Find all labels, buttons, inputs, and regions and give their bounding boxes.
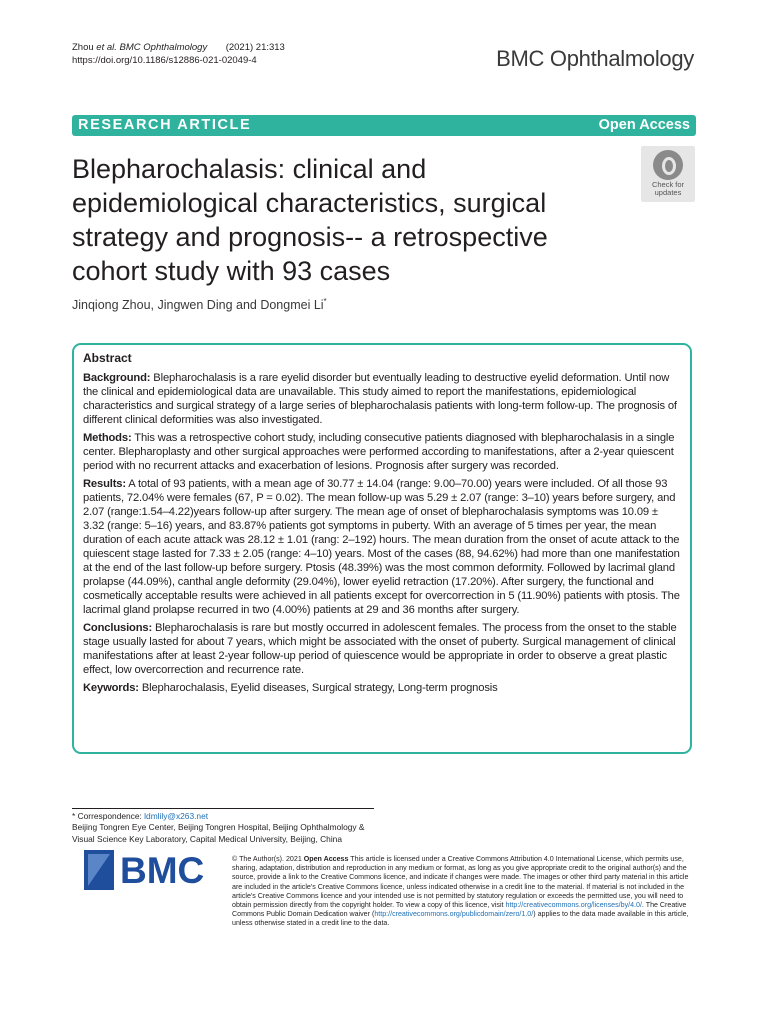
bmc-logo-text: BMC	[120, 850, 205, 890]
check-for-updates-badge[interactable]	[641, 146, 695, 202]
abstract-background: Background: Blepharochalasis is a rare eyelid disorder but eventually leading to destructive eyelid deformation. Until now the clinical and epidemiological data are unavailable. This study aimed to report the manifestations, epidemiological characteristics and surgical strategy of a large series of blepharochalasis patients with long-term follow-up. The prognosis of different clinical deformities was also investigated.	[83, 372, 677, 426]
abstract-box	[72, 343, 692, 754]
article-title: Blepharochalasis: clinical and epidemiological characteristics, surgical strategy and prognosis-- a retrospective cohort study with 93 cases	[72, 154, 548, 286]
check-for-updates-icon	[653, 150, 683, 180]
bmc-logo	[84, 850, 216, 890]
author-list	[72, 297, 327, 312]
license-open-access: Open Access	[303, 855, 349, 863]
open-access-label: Open Access	[598, 117, 690, 133]
license-link-by[interactable]: http://creativecommons.org/licenses/by/4.0/	[505, 901, 642, 910]
footnote-divider	[72, 808, 374, 809]
author-names: Jinqiong Zhou, Jingwen Ding and Dongmei Li	[72, 298, 324, 313]
article-banner	[72, 115, 696, 136]
correspondence-affiliation: Beijing Tongren Eye Center, Beijing Tongren Hospital, Beijing Ophthalmology & Visual Science Key Laboratory, Capital Medical University, Beijing, China	[72, 822, 365, 844]
abstract-heading: Abstract	[83, 351, 132, 365]
check-for-updates-label: Check for updates	[651, 180, 685, 197]
corresponding-mark: *	[323, 297, 327, 306]
correspondence-label: * Correspondence:	[72, 811, 145, 821]
abstract-conclusions: Conclusions: Blepharochalasis is rare but mostly occurred in adolescent females. The process from the onset to the stable stage usually lasted for about 7 years, which might be associated with the onset of puberty. Surgical management of clinical manifestations after at least 2-year follow-up period of quiescence would be appropriate in order to observe a great plastic effect, low overcorrection and recurrence rate.	[83, 622, 677, 676]
abstract-results: Results: A total of 93 patients, with a mean age of 30.77 ± 14.04 (range: 9.00–70.00) years were included. Of all those 93 patients, 72.04% were females (67, P = 0.02). The mean follow-up was 5.29 ± 2.07 (range: 3–10) years before surgery, and 2.07 (range:1.54–4.22)years follow-up after surgery. The mean age of onset of blepharochalasis symptoms was 10.09 ± 3.32 (range: 5–16) years, and 83.87% patients got symptoms in puberty. With an average of 5 times per year, the mean duration of each acute attack was 28.12 ± 1.01 (rang: 2–192) hours. The mean duration from the onset of acute attack to the quiescent stage lasted for 7.33 ± 2.05 (range: 4–10) years. Most of the cases (88, 94.62%) had more than one manifestation at the end of the last follow-up before surgery. Ptosis (48.39%) was the most common deformity. Followed by lacrimal gland prolapse (44.09%), canthal angle deformity (29.04%), lower eyelid retraction (17.20%). After surgery, the functional and cosmetically acceptable results were achieved in all patients except for overcorrection in 5 (11.90%) patients with ptosis. The lacrimal gland prolapse recurred in two (4.00%) patients at 29 and 36 months after surgery.	[83, 478, 680, 616]
citation-journal: BMC Ophthalmology	[119, 42, 208, 53]
citation	[72, 41, 285, 67]
license-statement: © The Author(s). 2021 Open Access This article is licensed under a Creative Commons Attribution 4.0 International License, which permits use, sharing, adaptation, distribution and reproduction in any medium or format, as long as you give appropriate credit to the original author(s) and the source, provide a link to the Creative Commons licence, and indicate if changes were made. The images or other third party material in this article are included in the article's Creative Commons licence, unless indicated otherwise in a credit line to the material. If material is not included in the article's Creative Commons licence and your intended use is not permitted by statutory regulation or exceeds the permitted use, you will need to obtain permission directly from the copyright holder. To view a copy of this licence, visit http://creativecommons.org/licenses/by/4.0/. The Creative Commons Public Domain Dedication waiver (http://creativecommons.org/publicdomain/zero/1.0/) applies to the data made available in this article, unless otherwise stated in a credit line to the data.	[232, 855, 689, 928]
citation-authors: Zhou	[72, 42, 94, 53]
article-type: RESEARCH ARTICLE	[78, 117, 252, 133]
license-link-zero[interactable]: http://creativecommons.org/publicdomain/zero/1.0/	[374, 910, 534, 919]
citation-year-volume: (2021) 21:313	[225, 42, 285, 53]
doi-link[interactable]: https://doi.org/10.1186/s12886-021-02049-4	[72, 55, 257, 66]
abstract-keywords: Keywords: Blepharochalasis, Eyelid diseases, Surgical strategy, Long-term prognosis	[83, 682, 498, 694]
journal-name: BMC Ophthalmology	[496, 46, 694, 71]
citation-etal: et al.	[96, 42, 117, 53]
correspondence-note	[72, 811, 382, 845]
abstract-methods: Methods: This was a retrospective cohort study, including consecutive patients diagnosed with blepharochalasis in a single center. Blepharoplasty and other surgical approaches were performed according to manifestations, after a 2-year quiescent period with no recurrent attacks and exacerbation of lesions. Prognosis after surgery was recorded.	[83, 432, 675, 472]
correspondence-email[interactable]: ldmlily@x263.net	[144, 811, 209, 821]
